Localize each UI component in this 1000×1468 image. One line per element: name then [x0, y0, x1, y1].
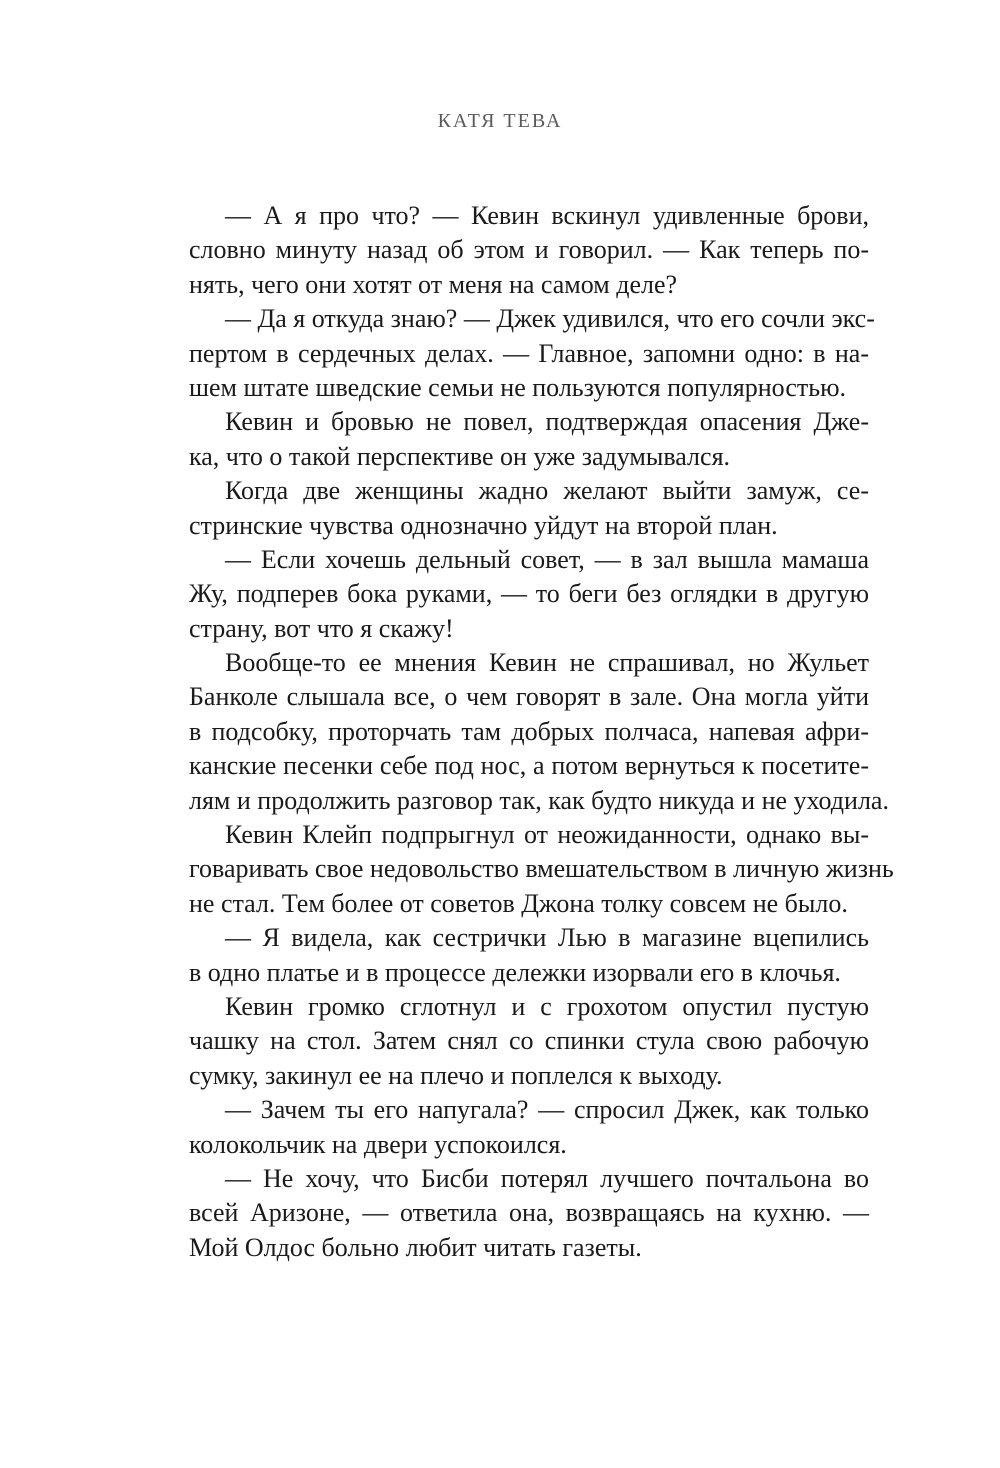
text-line: стринские чувства однозначно уйдут на второй план. — [189, 510, 778, 540]
text-line: колокольчик на двери успокоился. — [189, 1129, 567, 1159]
text-line: — Если хочешь дельный совет, — в зал вышла мамаша — [225, 544, 869, 574]
text-line: канские песенки себе под нос, а потом вернуться к посетите- — [189, 751, 869, 781]
text-line: Кевин Клейп подпрыгнул от неожиданности, однако вы- — [225, 820, 869, 850]
text-line: в подсобку, проторчать там добрых полчаса, напевая афри- — [189, 716, 869, 746]
text-line: — Да я откуда знаю? — Джек удивился, что его сочли экс- — [225, 304, 875, 334]
text-line: говаривать свое недовольство вмешательством в личную жизнь — [189, 854, 894, 884]
text-line: — Я видела, как сестрички Лью в магазине вцепились — [225, 923, 869, 953]
text-line: Вообще-то ее мнения Кевин не спрашивал, но Жульет — [225, 648, 869, 678]
text-line: страну, вот что я скажу! — [189, 613, 454, 643]
text-line: — Не хочу, что Бисби потерял лучшего почтальона во — [225, 1163, 869, 1193]
text-line: лям и продолжить разговор так, как будто никуда и не уходила. — [189, 785, 889, 815]
text-line: — А я про что? — Кевин вскинул удивленные брови, — [225, 201, 869, 230]
text-line: Когда две женщины жадно желают выйти замуж, се- — [225, 476, 869, 506]
text-line: Кевин громко сглотнул и с грохотом опустил пустую — [225, 991, 869, 1021]
text-line: — Зачем ты его напугала? — спросил Джек, как только — [225, 1095, 869, 1125]
text-line: сумку, закинул ее на плечо и поплелся к выходу. — [189, 1060, 723, 1090]
body-text — [189, 199, 894, 1265]
text-line: в одно платье и в процессе дележки изорвали его в клочья. — [189, 957, 841, 987]
text-line: чашку на стол. Затем снял со спинки стула свою рабочую — [189, 1026, 869, 1056]
text-line: словно минуту назад об этом и говорил. — Как теперь по- — [189, 235, 869, 265]
running-head-author: КАТЯ ТЕВА — [437, 110, 563, 132]
text-line: пертом в сердечных делах. — Главное, запомни одно: в на- — [189, 338, 869, 368]
text-line: Банколе слышала все, о чем говорят в зале. Она могла уйти — [189, 682, 869, 712]
text-line: всей Аризоне, — ответила она, возвращаясь на кухню. — — [189, 1198, 869, 1228]
text-line: Мой Олдос больно любит читать газеты. — [189, 1232, 642, 1262]
text-line: не стал. Тем более от советов Джона толку совсем не было. — [189, 888, 848, 918]
text-line: ка, что о такой перспективе он уже задумывался. — [189, 441, 731, 471]
text-line: нять, чего они хотят от меня на самом деле? — [189, 269, 678, 299]
text-line: Кевин и бровью не повел, подтверждая опасения Дже- — [225, 407, 869, 437]
text-line: шем штате шведские семьи не пользуются популярностью. — [189, 372, 847, 402]
text-line: Жу, подперев бока руками, — то беги без оглядки в другую — [189, 579, 869, 609]
